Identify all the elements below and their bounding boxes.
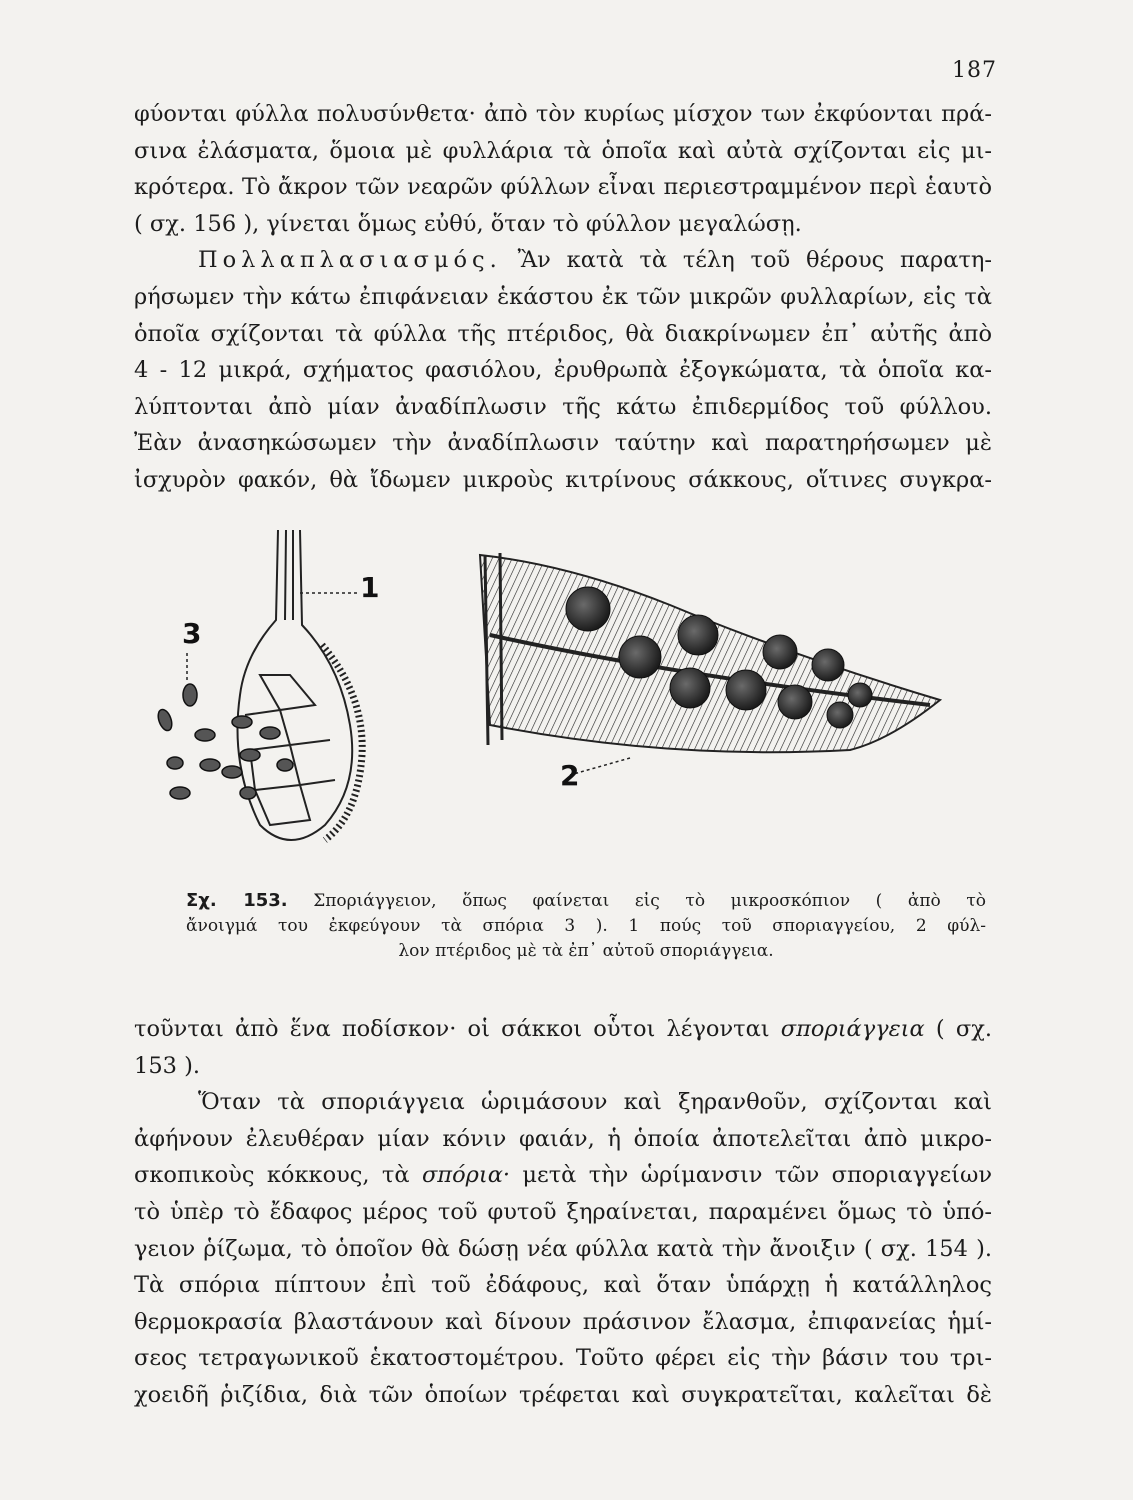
text-line bbox=[134, 1157, 992, 1194]
text-fragment: μετὰ τὴν ὡρίμανσιν τῶν σποριαγγείων bbox=[522, 1162, 992, 1189]
text-line: Ὅταν τὰ σποριάγγεια ὡριμάσουν καὶ ξηρανθοῦν, σχίζονται καὶ bbox=[198, 1089, 992, 1116]
text-line: τὸ ὑπὲρ τὸ ἔδαφος μέρος τοῦ φυτοῦ ξηραίνεται, παραμένει ὅμως τὸ ὑπό- bbox=[134, 1198, 992, 1225]
text-fragment: τοῦνται ἀπὸ ἕνα ποδίσκον· οἱ σάκκοι οὗτοι λέγονται bbox=[134, 1016, 770, 1042]
text-line: Τὰ σπόρια πίπτουν ἐπὶ τοῦ ἐδάφους, καὶ ὅταν ὑπάρχῃ ἡ κατάλληλος bbox=[134, 1272, 992, 1299]
text-line: λύπτονται ἀπὸ μίαν ἀναδίπλωσιν τῆς κάτω ἐπιδερμίδος τοῦ φύλλου. bbox=[134, 393, 992, 420]
text-fragment: ( σχ. bbox=[935, 1016, 992, 1042]
label-one: 1 bbox=[360, 571, 380, 604]
text-line: χοειδῆ ῥιζίδια, διὰ τῶν ὁποίων τρέφεται καὶ συγκρατεῖται, καλεῖται δὲ bbox=[134, 1381, 992, 1408]
bottom-text-block bbox=[134, 1011, 992, 1414]
top-text-block bbox=[134, 96, 992, 499]
text-line: ἀφήνουν ἐλευθέραν μίαν κόνιν φαιάν, ἡ ὁποία ἀποτελεῖται ἀπὸ μικρο- bbox=[134, 1125, 992, 1152]
figure-153 bbox=[150, 525, 980, 885]
caption-line: λον πτέριδος μὲ τὰ ἐπ᾽ αὐτοῦ σποριάγγεια. bbox=[398, 941, 774, 961]
section-first-line bbox=[134, 242, 992, 279]
label-three: 3 bbox=[182, 617, 202, 650]
term-sporangia: σποριάγγεια bbox=[780, 1016, 925, 1042]
text-fragment: σκοπικοὺς κόκκους, τὰ bbox=[134, 1162, 410, 1189]
text-line: γειον ῥίζωμα, τὸ ὁποῖον θὰ δώσῃ νέα φύλλα κατὰ τὴν ἄνοιξιν ( σχ. 154 ). bbox=[134, 1235, 992, 1262]
text-line: ὁποῖα σχίζονται τὰ φύλλα τῆς πτέριδος, θὰ διακρίνωμεν ἐπ᾽ αὐτῆς ἀπὸ bbox=[134, 320, 992, 347]
caption-label: Σχ. 153. bbox=[186, 890, 288, 911]
term-spores: σπόρια· bbox=[421, 1162, 511, 1189]
text-line: κρότερα. Τὸ ἄκρον τῶν νεαρῶν φύλλων εἶναι περιεστραμμένον περὶ ἑαυτὸ bbox=[134, 174, 992, 201]
spores-drawing bbox=[156, 684, 293, 799]
figure-caption bbox=[186, 888, 986, 964]
text-line: 153 ). bbox=[134, 1052, 201, 1079]
sporangium-illustration bbox=[150, 525, 980, 885]
section-heading: Πολλαπλασιασμός. bbox=[198, 247, 502, 274]
text-line: σεος τετραγωνικοῦ ἑκατοστομέτρου. Τοῦτο φέρει εἰς τὴν βάσιν του τρι- bbox=[134, 1345, 992, 1372]
text-line bbox=[134, 1011, 992, 1048]
fern-leaf-drawing bbox=[480, 553, 940, 752]
text-line: ἰσχυρὸν φακόν, θὰ ἴδωμεν μικροὺς κιτρίνους σάκκους, οἵτινες συγκρα- bbox=[134, 466, 992, 493]
text-line: 4 - 12 μικρά, σχήματος φασιόλου, ἐρυθρωπὰ ἐξογκώματα, τὰ ὁποῖα κα- bbox=[134, 357, 992, 384]
text-line: σινα ἐλάσματα, ὅμοια μὲ φυλλάρια τὰ ὁποῖα καὶ αὐτὰ σχίζονται εἰς μι- bbox=[134, 137, 992, 164]
text-line: φύονται φύλλα πολυσύνθετα· ἀπὸ τὸν κυρίως μίσχον των ἐκφύονται πρά- bbox=[134, 101, 992, 127]
text-line: θερμοκρασία βλαστάνουν καὶ δίνουν πράσινον ἔλασμα, ἐπιφανείας ἡμί- bbox=[134, 1308, 992, 1335]
caption-text: Σποριάγγειον, ὅπως φαίνεται εἰς τὸ μικροσκόπιον ( ἀπὸ τὸ bbox=[313, 891, 987, 911]
page-number: 187 bbox=[952, 58, 997, 83]
text-line: ρήσωμεν τὴν κάτω ἐπιφάνειαν ἑκάστου ἐκ τῶν μικρῶν φυλλαρίων, εἰς τὰ bbox=[134, 283, 992, 310]
text-line: ( σχ. 156 ), γίνεται ὅμως εὐθύ, ὅταν τὸ φύλλον μεγαλώσῃ. bbox=[134, 210, 802, 237]
caption-line bbox=[186, 888, 986, 914]
text-fragment: Ἂν κατὰ τὰ τέλη τοῦ θέρους παρατη- bbox=[517, 247, 992, 274]
label-two: 2 bbox=[560, 759, 580, 792]
caption-line: ἄνοιγμά του ἐκφεύγουν τὰ σπόρια 3 ). 1 πούς τοῦ σποριαγγείου, 2 φύλ- bbox=[186, 916, 986, 936]
text-line: Ἐὰν ἀνασηκώσωμεν τὴν ἀναδίπλωσιν ταύτην καὶ παρατηρήσωμεν μὲ bbox=[134, 430, 992, 457]
